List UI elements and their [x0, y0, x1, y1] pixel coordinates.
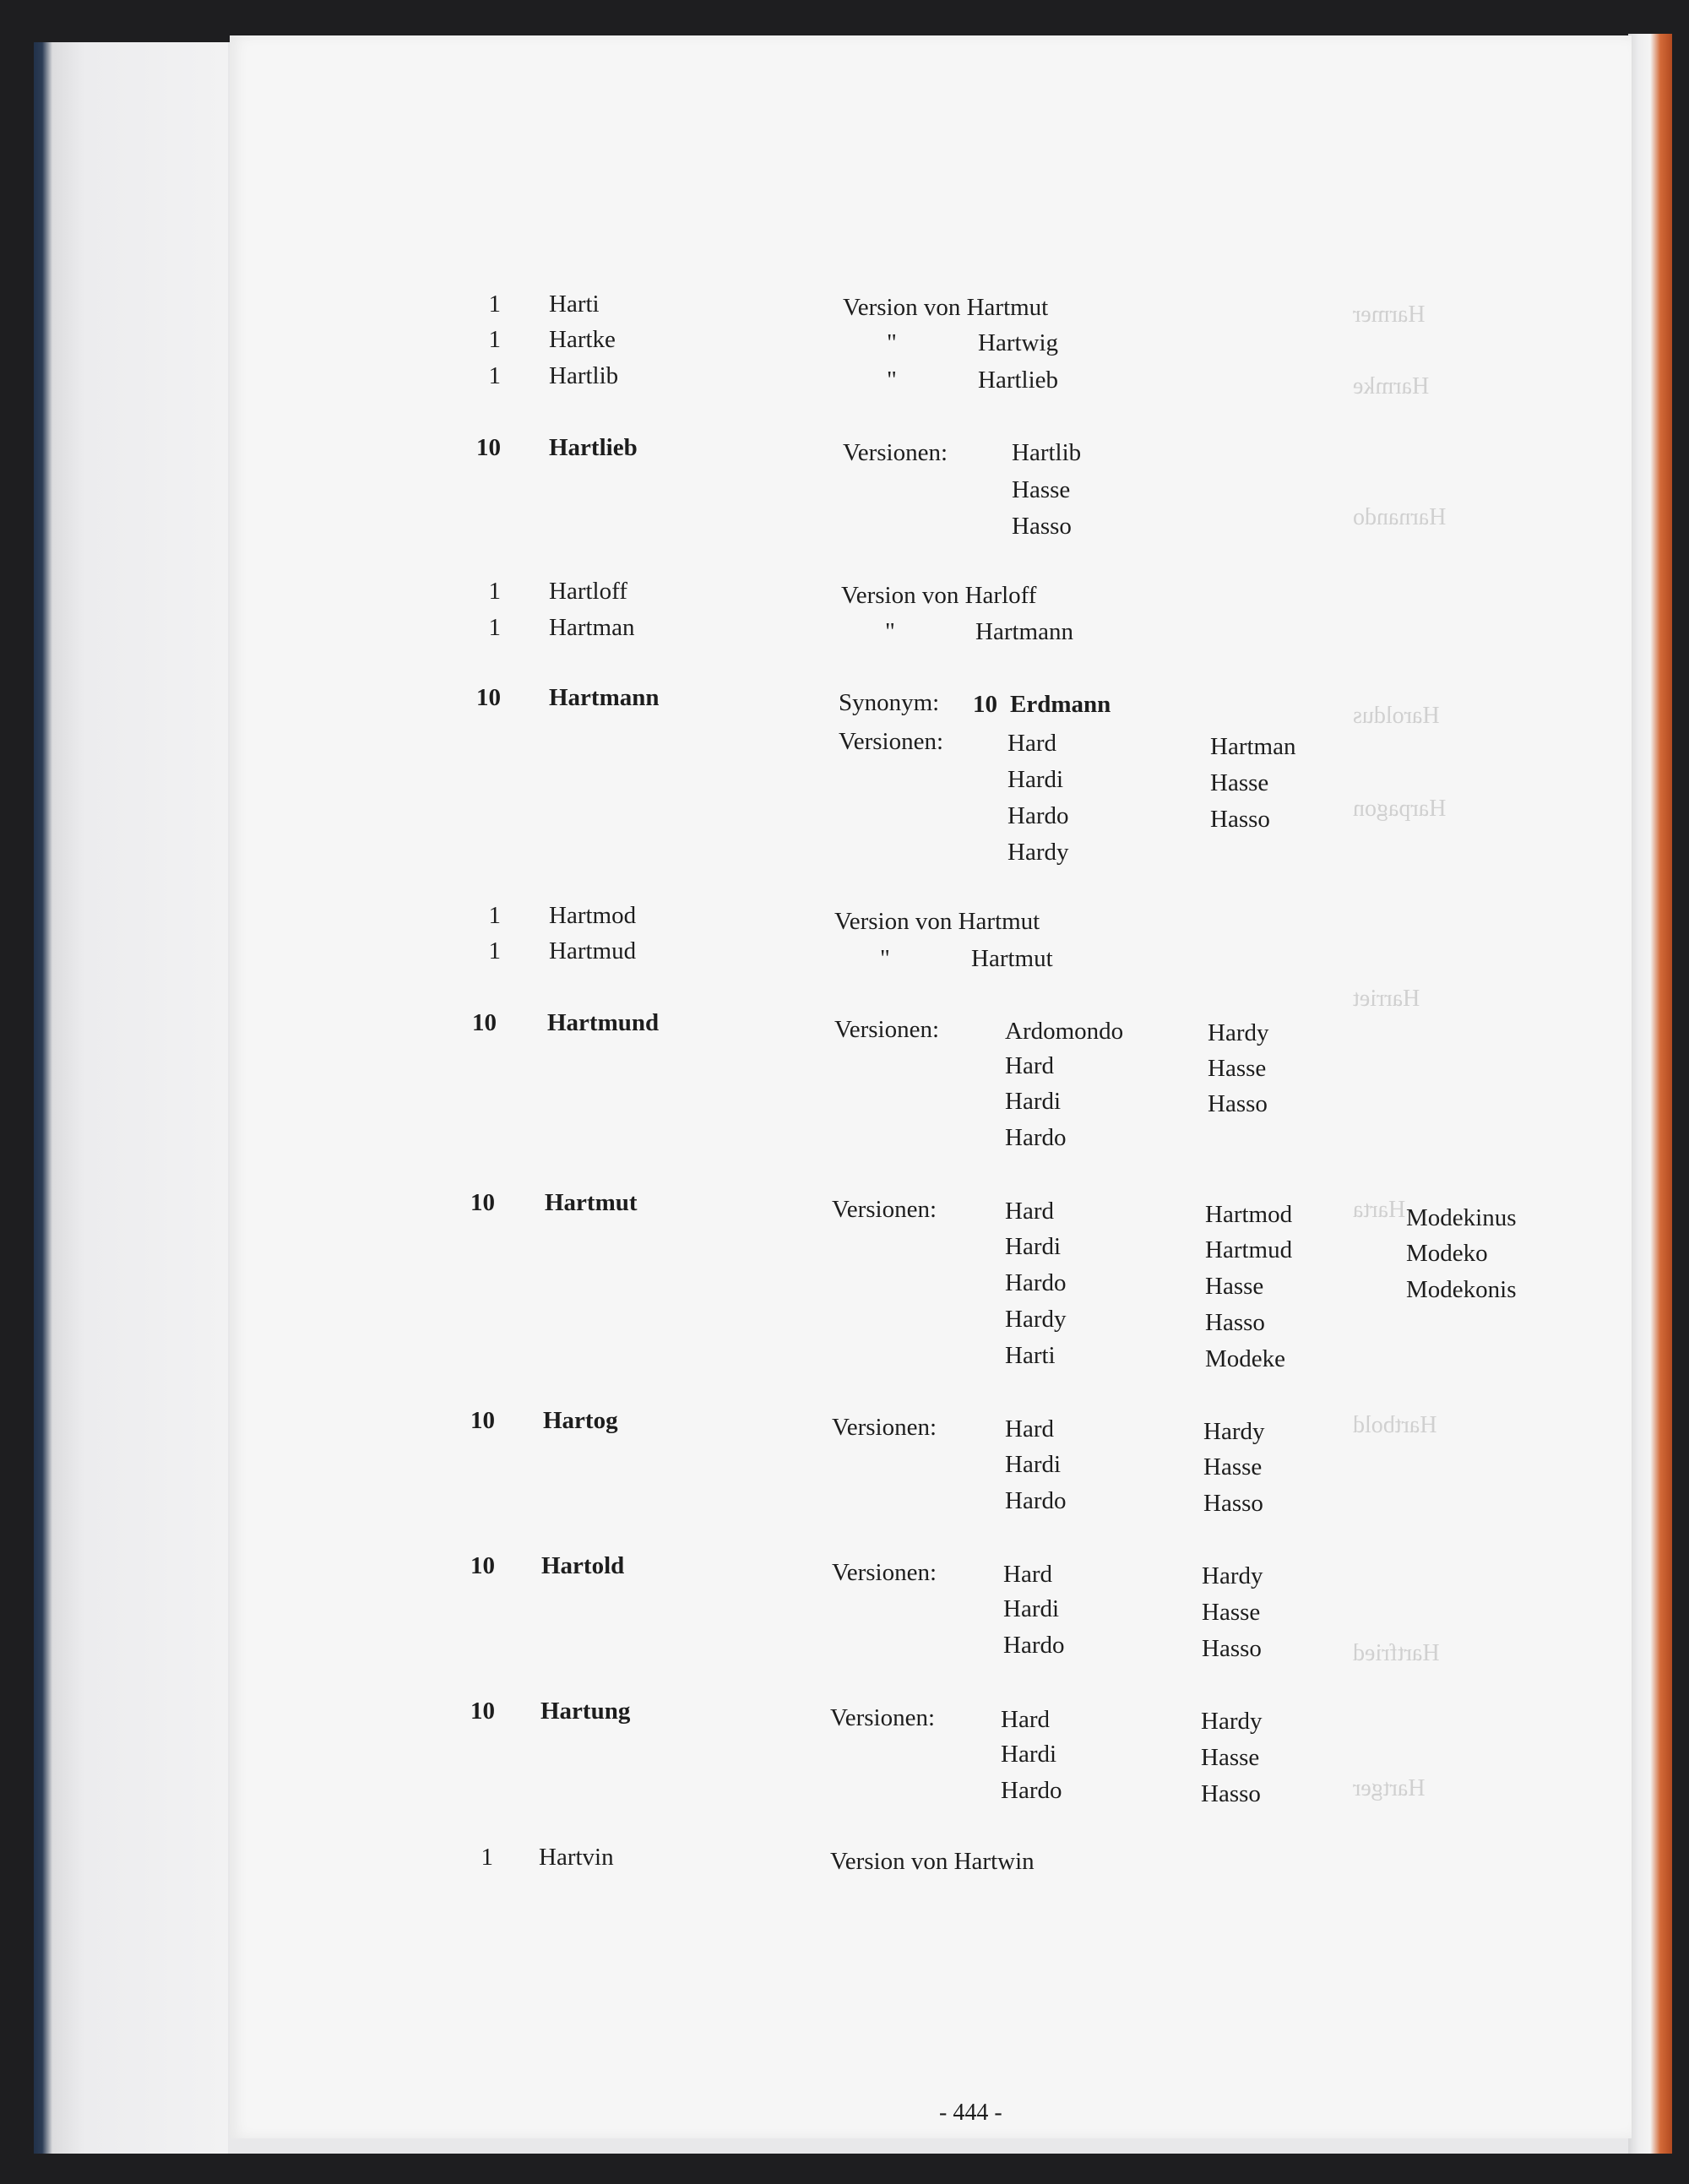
- entry-count: 10: [470, 1698, 495, 1725]
- version-item: Hasso: [1203, 1490, 1263, 1517]
- entry-count: 10: [470, 1407, 495, 1434]
- entry-count: 1: [488, 937, 501, 964]
- version-item: Hard: [1005, 1198, 1054, 1225]
- entry-name: Hartmund: [547, 1009, 660, 1036]
- version-item: Hartmod: [1205, 1201, 1293, 1228]
- entry-count: 1: [488, 291, 501, 318]
- version-item: Hasso: [1012, 513, 1072, 540]
- version-item: Hardo: [1005, 1124, 1067, 1151]
- version-item: Hasso: [1205, 1309, 1265, 1336]
- show-through-text: Harnando: [1353, 504, 1447, 530]
- entry-count: 1: [488, 578, 501, 605]
- versions-label: Versionen:: [843, 439, 948, 466]
- entry-name: Hartmut: [545, 1189, 638, 1216]
- version-item: Hardo: [1003, 1632, 1065, 1659]
- version-item: Hartmud: [1205, 1236, 1293, 1263]
- synonym-count: 10: [973, 691, 997, 718]
- version-item: Hard: [1007, 730, 1056, 757]
- version-item: Hardo: [1005, 1269, 1067, 1296]
- version-item: Modeko: [1406, 1240, 1488, 1267]
- version-item: Hasse: [1203, 1453, 1263, 1480]
- entry-name: Hartung: [540, 1698, 631, 1725]
- entry-name: Hartke: [549, 326, 616, 353]
- entry-description: Hartlieb: [978, 367, 1059, 394]
- entry-description: Version von Hartmut: [834, 908, 1040, 935]
- version-item: Hardo: [1005, 1487, 1067, 1514]
- version-item: Hardi: [1005, 1451, 1062, 1478]
- entry-count: 10: [476, 434, 501, 461]
- versions-label: Versionen:: [832, 1196, 937, 1223]
- version-item: Hardi: [1001, 1741, 1057, 1768]
- version-item: Hartman: [1210, 733, 1296, 760]
- version-item: Hasse: [1012, 476, 1071, 503]
- version-item: Hardy: [1201, 1708, 1263, 1735]
- versions-label: Versionen:: [832, 1559, 937, 1586]
- ditto-mark: ": [885, 618, 895, 645]
- show-through-text: Harmke: [1353, 373, 1430, 399]
- version-item: Modekinus: [1406, 1204, 1517, 1231]
- ditto-mark: ": [887, 329, 897, 356]
- version-item: Hardy: [1208, 1019, 1269, 1046]
- entry-name: Hartmod: [549, 902, 637, 929]
- ditto-mark: ": [880, 945, 890, 972]
- version-item: Hardi: [1003, 1595, 1060, 1622]
- book-right-edge: [1628, 34, 1672, 2154]
- entry-name: Hartman: [549, 614, 635, 641]
- show-through-text: Hartfried: [1353, 1640, 1440, 1666]
- version-item: Hasso: [1210, 806, 1270, 833]
- version-item: Modeke: [1205, 1345, 1286, 1372]
- show-through-text: Harriet: [1353, 986, 1420, 1012]
- show-through-text: Hartbold: [1353, 1412, 1437, 1438]
- entry-name: Hartog: [543, 1407, 618, 1434]
- book-left-edge: [34, 42, 228, 2154]
- entry-description: Hartmut: [971, 945, 1053, 972]
- book-page: [230, 35, 1632, 2138]
- page-number: - 444 -: [939, 2100, 1002, 2126]
- version-item: Hard: [1005, 1415, 1054, 1442]
- version-item: Hardy: [1007, 839, 1069, 866]
- entry-name: Hartlieb: [549, 434, 638, 461]
- entry-count: 1: [488, 614, 501, 641]
- entry-description: Hartwig: [978, 329, 1059, 356]
- version-item: Hasse: [1210, 769, 1269, 796]
- entry-name: Hartloff: [549, 578, 627, 605]
- version-item: Hardi: [1007, 766, 1064, 793]
- entry-count: 1: [488, 326, 501, 353]
- show-through-text: Harmer: [1353, 302, 1426, 328]
- versions-label: Versionen:: [832, 1414, 937, 1441]
- version-item: Hartlib: [1012, 439, 1082, 466]
- show-through-text: Harta: [1353, 1197, 1406, 1223]
- entry-name: Hartlib: [549, 362, 619, 389]
- entry-count: 1: [488, 902, 501, 929]
- entry-count: 10: [470, 1189, 495, 1216]
- versions-label: Versionen:: [830, 1704, 936, 1731]
- version-item: Hasse: [1205, 1273, 1264, 1300]
- entry-description: Version von Hartwin: [830, 1848, 1035, 1875]
- version-item: Harti: [1005, 1342, 1056, 1369]
- version-item: Hasse: [1202, 1599, 1261, 1626]
- ditto-mark: ": [887, 367, 897, 394]
- entry-count: 10: [470, 1552, 495, 1579]
- show-through-text: Harpagon: [1353, 796, 1447, 822]
- entry-name: Hartold: [541, 1552, 625, 1579]
- version-item: Hardy: [1005, 1306, 1067, 1333]
- show-through-text: Haroldus: [1353, 703, 1440, 729]
- version-item: Hasso: [1201, 1780, 1261, 1807]
- entry-count: 10: [476, 684, 501, 711]
- entry-name: Hartmann: [549, 684, 660, 711]
- versions-label: Versionen:: [834, 1016, 940, 1043]
- entry-description: Version von Hartmut: [843, 294, 1049, 321]
- version-item: Hard: [1001, 1706, 1050, 1733]
- entry-name: Hartvin: [539, 1844, 614, 1871]
- version-item: Hasso: [1202, 1635, 1262, 1662]
- entry-name: Hartmud: [549, 937, 637, 964]
- version-item: Hard: [1003, 1561, 1052, 1588]
- versions-label: Versionen:: [839, 728, 944, 755]
- version-item: Hardi: [1005, 1233, 1062, 1260]
- entry-count: 1: [481, 1844, 493, 1871]
- version-item: Hasso: [1208, 1090, 1268, 1117]
- entry-name: Harti: [549, 291, 600, 318]
- version-item: Hardo: [1001, 1777, 1062, 1804]
- synonym-label: Synonym:: [839, 689, 940, 716]
- version-item: Hardy: [1203, 1418, 1265, 1445]
- version-item: Hasse: [1201, 1744, 1260, 1771]
- version-item: Hasse: [1208, 1055, 1267, 1082]
- version-item: Hardo: [1007, 802, 1069, 829]
- version-item: Ardomondo: [1005, 1018, 1124, 1045]
- show-through-text: Hartger: [1353, 1775, 1426, 1801]
- version-item: Hard: [1005, 1052, 1054, 1079]
- version-item: Hardy: [1202, 1562, 1263, 1589]
- synonym-name: Erdmann: [1010, 691, 1111, 718]
- entry-count: 1: [488, 362, 501, 389]
- entry-description: Version von Harloff: [841, 582, 1037, 609]
- version-item: Hardi: [1005, 1088, 1062, 1115]
- entry-count: 10: [472, 1009, 497, 1036]
- version-item: Modekonis: [1406, 1276, 1517, 1303]
- entry-description: Hartmann: [975, 618, 1073, 645]
